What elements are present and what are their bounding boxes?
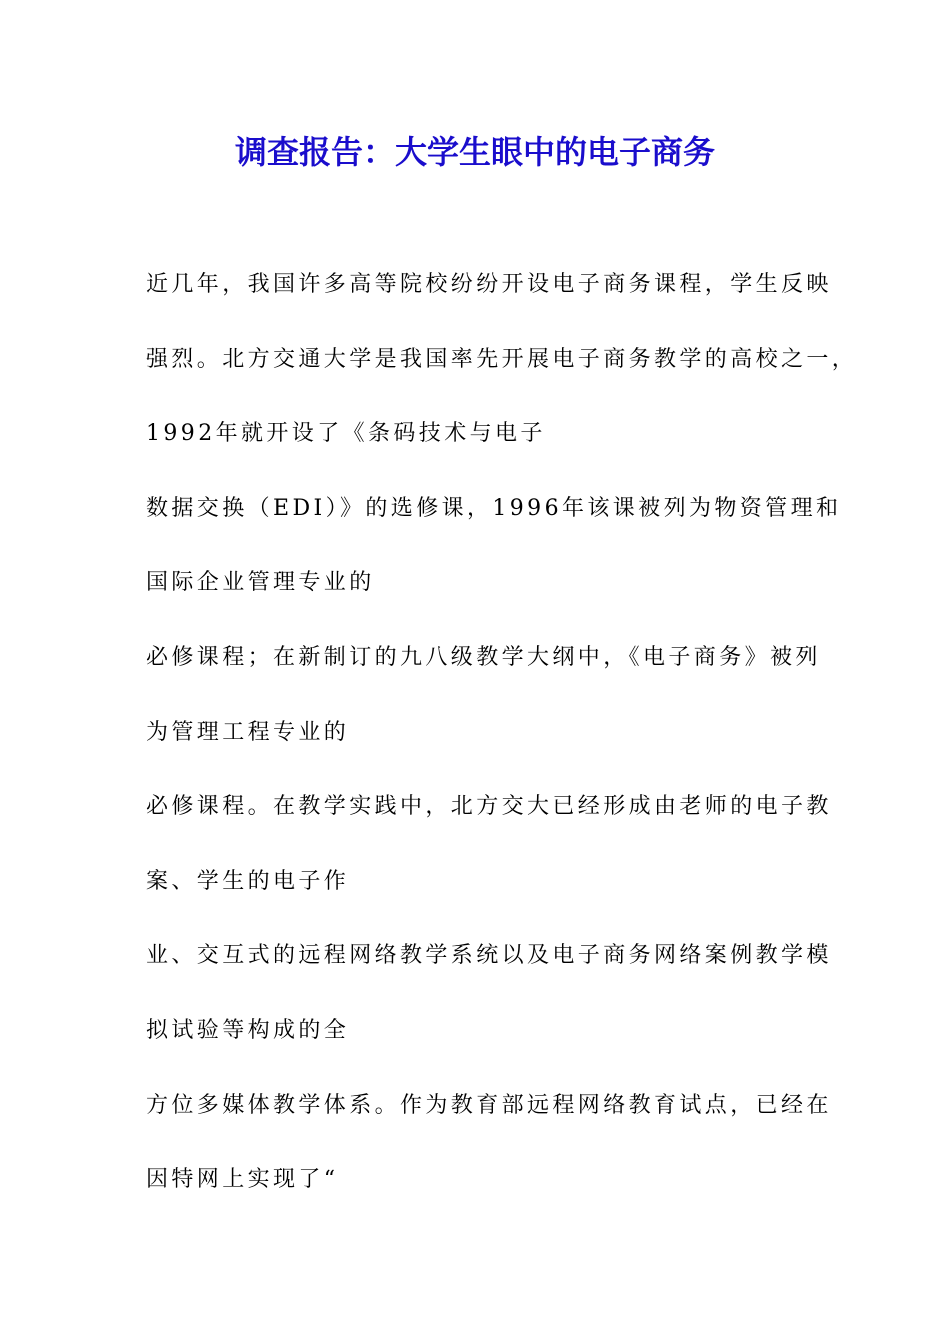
paragraph-line: 必修课程。在教学实践中，北方交大已经形成由老师的电子教 <box>146 794 832 820</box>
paragraph-line: 国际企业管理专业的 <box>146 570 375 596</box>
document-body <box>146 262 858 1232</box>
paragraph-line: 近几年，我国许多高等院校纷纷开设电子商务课程，学生反映 <box>146 272 832 297</box>
paragraph-line: 拟试验等构成的全 <box>146 1017 350 1043</box>
paragraph-line: 强烈。北方交通大学是我国率先开展电子商务教学的高校之一， <box>146 346 858 372</box>
document-title: 调查报告：大学生眼中的电子商务 <box>234 133 715 171</box>
paragraph-line: 业、交互式的远程网络教学系统以及电子商务网络案例教学模 <box>146 943 832 969</box>
paragraph-line: 数据交换（EDI）》的选修课，1996年该课被列为物资管理和 <box>146 495 842 521</box>
paragraph-line: 1992年就开设了《条码技术与电子 <box>146 421 546 447</box>
paragraph-line: 因特网上实现了“ <box>146 1167 339 1193</box>
paragraph-line: 方位多媒体教学体系。作为教育部远程网络教育试点，已经在 <box>146 1092 832 1118</box>
paragraph-line: 为管理工程专业的 <box>146 719 350 745</box>
paragraph-line: 必修课程；在新制订的九八级教学大纲中，《电子商务》被列 <box>146 644 821 670</box>
paragraph-line: 案、学生的电子作 <box>146 868 350 894</box>
